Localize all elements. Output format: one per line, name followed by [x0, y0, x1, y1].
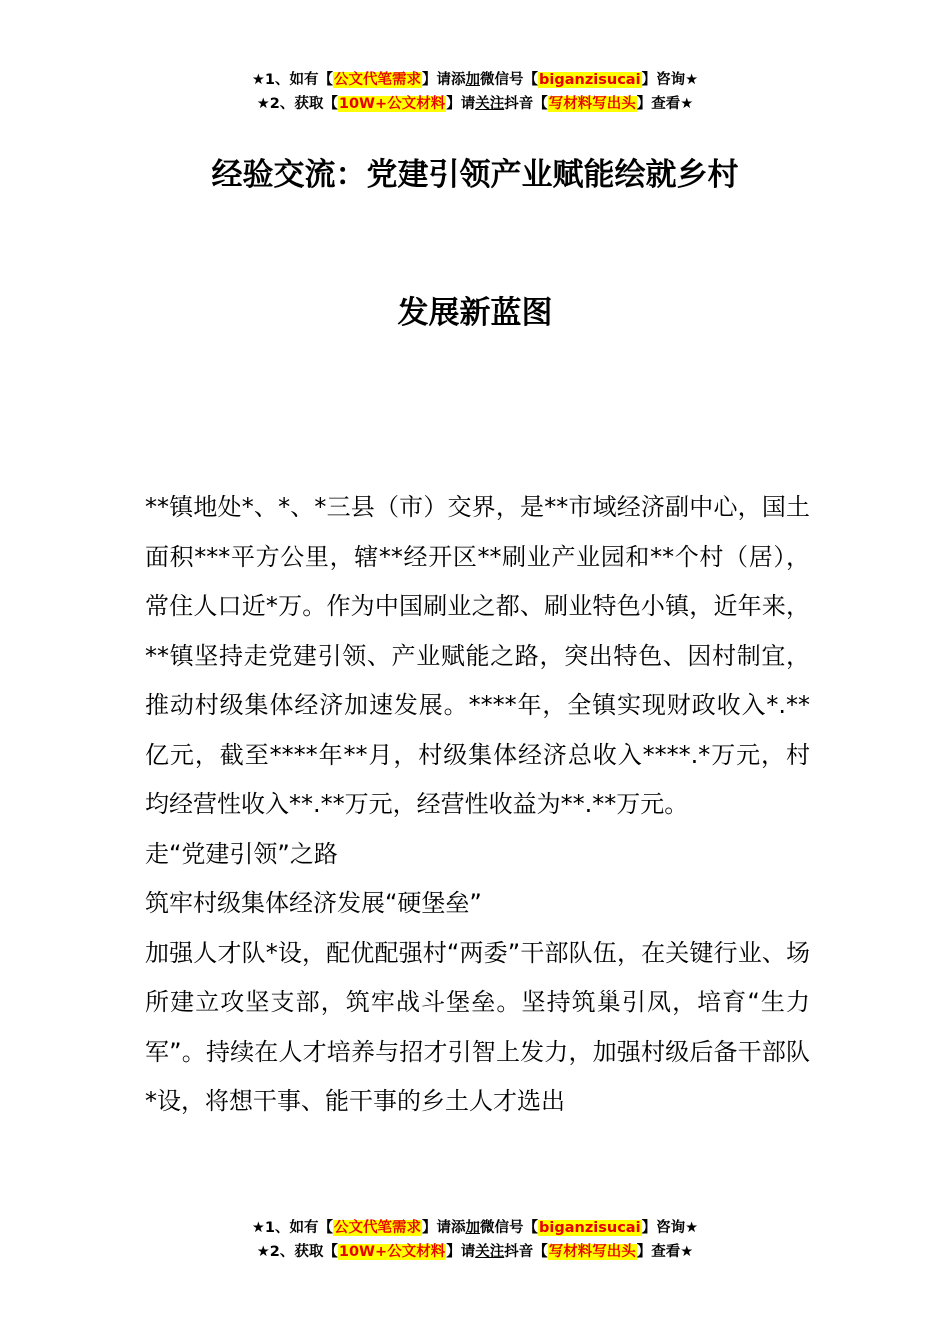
promo-line-1: ★1、如有【公文代笔需求】请添加微信号【biganzisucai】咨询★	[251, 1220, 699, 1236]
promo-line-2: ★2、获取【10W+公文材料】请关注抖音【写材料写出头】查看★	[256, 96, 694, 112]
section-subheading: 筑牢村级集体经济发展“硬堡垒”	[145, 889, 482, 917]
promo-line-1: ★1、如有【公文代笔需求】请添加微信号【biganzisucai】咨询★	[251, 72, 699, 88]
douyin-id-highlight: 写材料写出头	[548, 96, 636, 112]
promo-highlight: 10W+公文材料	[338, 1244, 446, 1260]
document-title-line-1: 经验交流：党建引领产业赋能绘就乡村	[211, 157, 739, 193]
promo-highlight: 公文代笔需求	[334, 72, 422, 88]
section-heading: 走“党建引领”之路	[145, 839, 338, 868]
promo-banner-top	[0, 68, 950, 116]
body-paragraph: 加强人才队*设，配优配强村“两委”干部队伍，在关键行业、场所建立攻坚支部，筑牢战斗堡垒。坚持筑巢引凤，培育“生力军”。持续在人才培养与招才引智上发力，加强村级后备干部队*设，将想干事、能干事的乡土人才选出	[145, 938, 810, 1115]
promo-highlight: 10W+公文材料	[338, 96, 446, 112]
intro-paragraph: **镇地处*、*、*三县（市）交界，是**市域经济副中心，国土面积***平方公里，辖**经开区**刷业产业园和**个村（居），常住人口近*万。作为中国刷业之都、刷业特色小镇，近年来，**镇坚持走党建引领、产业赋能之路，突出特色、因村制宜，推动村级集体经济加速发展。****年，全镇实现财政收入*.**亿元，截至****年**月，村级集体经济总收入****.*万元，村均经营性收入**.**万元，经营性收益为**.**万元。	[145, 493, 810, 818]
document-title-line-2: 发展新蓝图	[397, 295, 553, 331]
douyin-id-highlight: 写材料写出头	[548, 1244, 636, 1260]
promo-banner-bottom	[0, 1216, 950, 1264]
wechat-id-highlight: biganzisucai	[539, 1220, 641, 1236]
promo-line-2: ★2、获取【10W+公文材料】请关注抖音【写材料写出头】查看★	[256, 1244, 694, 1260]
wechat-id-highlight: biganzisucai	[539, 72, 641, 88]
document-body	[145, 483, 810, 1127]
promo-highlight: 公文代笔需求	[334, 1220, 422, 1236]
